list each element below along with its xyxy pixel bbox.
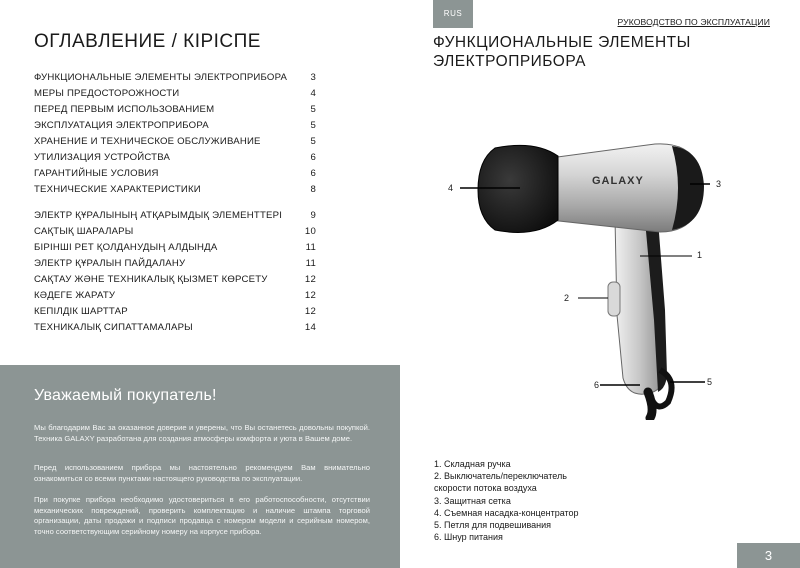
page-number: 3 bbox=[737, 543, 800, 568]
legend-item: 4. Съемная насадка-концентратор bbox=[434, 507, 579, 518]
toc-entry[interactable]: ФУНКЦИОНАЛЬНЫЕ ЭЛЕМЕНТЫ ЭЛЕКТРОПРИБОРА 3 bbox=[34, 72, 316, 83]
toc-entry[interactable]: ГАРАНТИЙНЫЕ УСЛОВИЯ 6 bbox=[34, 168, 316, 179]
toc-entry[interactable]: САҚТАУ ЖӘНЕ ТЕХНИКАЛЫҚ ҚЫЗМЕТ КӨРСЕТУ 12 bbox=[34, 274, 316, 285]
legend-item: 5. Петля для подвешивания bbox=[434, 520, 552, 531]
language-tab: RUS bbox=[433, 0, 473, 28]
legend-item: скорости потока воздуха bbox=[434, 483, 537, 494]
legend-item: 1. Складная ручка bbox=[434, 459, 511, 469]
toc-entry[interactable]: ХРАНЕНИЕ И ТЕХНИЧЕСКОЕ ОБСЛУЖИВАНИЕ 5 bbox=[34, 136, 316, 147]
toc-list-kazakh bbox=[34, 208, 316, 336]
greeting-paragraph: При покупке прибора необходимо удостовериться в его работоспособности, отсутствии механических повреждений, проверить комплектацию и наличие штампа торговой организации, даты продажи и подписи продавца с номером модели и серийным номером, точно соответствующим серийному номеру на корпусе прибора. bbox=[34, 495, 370, 536]
toc-entry[interactable]: ТЕХНИКАЛЫҚ СИПАТТАМАЛАРЫ 14 bbox=[34, 322, 316, 333]
toc-title: ОГЛАВЛЕНИЕ / КІРІСПЕ bbox=[34, 31, 261, 52]
parts-legend bbox=[434, 458, 579, 543]
section-title-line: ЭЛЕКТРОПРИБОРА bbox=[433, 53, 587, 70]
toc-entry[interactable]: КЕПІЛДІК ШАРТТАР 12 bbox=[34, 306, 316, 317]
legend-item: 2. Выключатель/переключатель bbox=[434, 471, 567, 482]
callout-6: 6 bbox=[594, 380, 600, 390]
greeting-paragraph: Перед использованием прибора мы настоятельно рекомендуем Вам внимательно ознакомиться со всеми пунктами настоящего руководства по эксплуатации. bbox=[34, 463, 370, 483]
toc-entry[interactable]: БІРІНШІ РЕТ ҚОЛДАНУДЫҢ АЛДЫНДА 11 bbox=[34, 242, 316, 253]
running-header: РУКОВОДСТВО ПО ЭКСПЛУАТАЦИИ bbox=[617, 17, 770, 27]
callout-1: 1 bbox=[697, 250, 703, 260]
toc-entry[interactable]: УТИЛИЗАЦИЯ УСТРОЙСТВА 6 bbox=[34, 152, 316, 163]
brand-logo: GALAXY bbox=[592, 175, 644, 187]
toc-entry[interactable]: ЭКСПЛУАТАЦИЯ ЭЛЕКТРОПРИБОРА 5 bbox=[34, 120, 316, 131]
legend-item: 3. Защитная сетка bbox=[434, 495, 511, 506]
toc-entry[interactable]: МЕРЫ ПРЕДОСТОРОЖНОСТИ 4 bbox=[34, 88, 316, 99]
legend-item: 6. Шнур питания bbox=[434, 532, 503, 543]
callout-3: 3 bbox=[716, 179, 722, 189]
toc-entry[interactable]: КӘДЕГЕ ЖАРАТУ 12 bbox=[34, 290, 316, 301]
section-title bbox=[433, 33, 763, 71]
callout-2: 2 bbox=[564, 293, 570, 303]
greeting-panel bbox=[0, 365, 400, 568]
toc-entry[interactable]: ЭЛЕКТР ҚҰРАЛЫН ПАЙДАЛАНУ 11 bbox=[34, 258, 316, 269]
greeting-title: Уважаемый покупатель! bbox=[34, 387, 217, 404]
toc-list-russian bbox=[34, 70, 316, 198]
greeting-paragraph: Мы благодарим Вас за оказанное доверие и уверены, что Вы останетесь довольны покупкой. Техника GALAXY разработана для создания атмосферы комфорта и уюта в Вашем доме. bbox=[34, 423, 370, 443]
toc-entry[interactable]: ТЕХНИЧЕСКИЕ ХАРАКТЕРИСТИКИ 8 bbox=[34, 184, 316, 195]
section-title-line: ФУНКЦИОНАЛЬНЫЕ ЭЛЕМЕНТЫ bbox=[433, 34, 691, 51]
callout-4: 4 bbox=[448, 183, 454, 193]
toc-entry[interactable]: САҚТЫҚ ШАРАЛАРЫ 10 bbox=[34, 226, 316, 237]
toc-entry[interactable]: ПЕРЕД ПЕРВЫМ ИСПОЛЬЗОВАНИЕМ 5 bbox=[34, 104, 316, 115]
callout-lines bbox=[440, 170, 740, 400]
toc-entry[interactable]: ЭЛЕКТР ҚҰРАЛЫНЫҢ АТҚАРЫМДЫҚ ЭЛЕМЕНТТЕРІ 9 bbox=[34, 210, 316, 221]
callout-5: 5 bbox=[707, 377, 713, 387]
